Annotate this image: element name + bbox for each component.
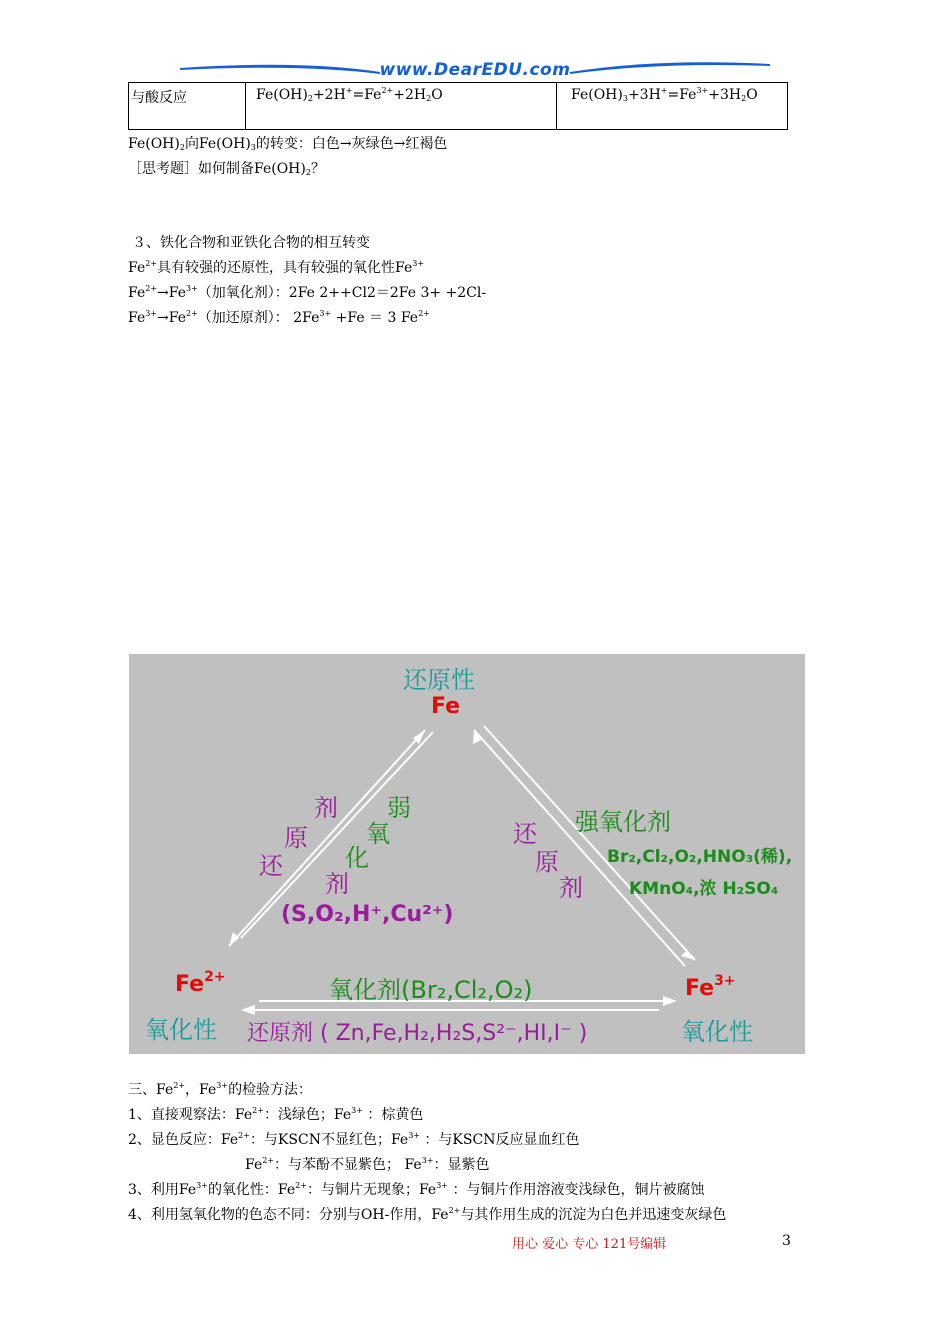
strong-oxidant-list-1: Br₂,Cl₂,O₂,HNO₃(稀),	[607, 847, 793, 867]
table-row	[129, 83, 788, 130]
fe2-node: $Fe^{2+}$	[175, 969, 226, 997]
left-label-char1: 剂	[314, 794, 338, 822]
reduction-line: $Fe^{3+}\to Fe^{2+}$（加还原剂）： $2Fe^{3+} +Fe = 3$ $Fe^{2+}$	[128, 309, 430, 326]
method-2-phenol: $Fe^{2+}$：与苯酚不显紫色； $Fe^{3+}$：显紫色	[245, 1156, 490, 1173]
method-2: 2、显色反应：$Fe^{2+}$：与KSCN不显红色；$Fe^{3+}$ ：与KSCN反应显血红色	[128, 1131, 580, 1148]
method-1: 1、直接观察法：$Fe^{2+}$：浅绿色；$Fe^{3+}$ ：棕黄色	[128, 1106, 424, 1123]
think-question: ［思考题］如何制备$Fe(OH)_2$？	[128, 161, 325, 177]
method-3: 3、利用$Fe^{3+}$的氧化性：$Fe^{2+}$：与铜片无现象；$Fe^{3+}$ ：与铜片作用溶液变浅绿色，铜片被腐蚀	[128, 1181, 705, 1198]
left-oxidizing-label: 氧化性	[145, 1016, 217, 1044]
acid-reaction-table	[128, 82, 788, 130]
conversion-line: $Fe(OH)_2$向$Fe(OH)_3$的转变：白色→灰绿色→红褐色	[128, 136, 448, 152]
weak-char1: 弱	[387, 794, 411, 822]
right-label-char3: 剂	[559, 874, 583, 902]
left-label-char3: 还	[259, 852, 283, 880]
weak-char2: 氧	[366, 820, 390, 848]
fe3-node: $Fe^{3+}$	[685, 973, 736, 1001]
method-4: 4、利用氢氧化物的色态不同：分别与OH-作用，$Fe^{2+}$与其作用生成的沉淀为白色并迅速变灰绿色	[128, 1206, 727, 1223]
weak-char4: 剂	[325, 870, 349, 898]
fe-property-line: $Fe^{2+}$具有较强的还原性，具有较强的氧化性$Fe^{3+}$	[128, 259, 425, 276]
bottom-oxidant-label: 氧化剂(Br₂,Cl₂,O₂)	[329, 976, 533, 1004]
site-brand[interactable]: www.DearEDU.com	[379, 60, 571, 80]
iron-triangle-diagram	[129, 654, 805, 1054]
oxidation-line: $Fe^{2+}\to Fe^{3+}$（加氧化剂）：2Fe 2++Cl2＝2Fe 3+ +2Cl-	[128, 284, 487, 301]
strong-oxidant-label: 强氧化剂	[575, 808, 671, 836]
left-label-char2: 原	[284, 824, 308, 852]
right-label-char2: 原	[535, 848, 559, 876]
strong-oxidant-list-2: KMnO₄,浓 H₂SO₄	[629, 879, 779, 899]
weak-oxidant-list: (S,O₂,H⁺,Cu²⁺)	[281, 902, 454, 927]
bottom-reductant-label: 还原剂 ( Zn,Fe,H₂,H₂S,S²⁻,HI,I⁻ )	[247, 1021, 588, 1046]
page-number: 3	[782, 1233, 791, 1249]
weak-char3: 化	[345, 844, 369, 872]
right-oxidizing-label: 氧化性	[681, 1018, 753, 1046]
fe-oh3-acid-cell: $Fe(OH)_3+3H^+=Fe^{3+}+3H_2O$	[557, 83, 788, 130]
section-3-title: ３、铁化合物和亚铁化合物的相互转变	[132, 235, 370, 251]
row-label: 与酸反应	[129, 83, 246, 130]
test-methods-title: 三、$Fe^{2+}$，$Fe^{3+}$的检验方法：	[128, 1081, 313, 1098]
right-label-char1: 还	[513, 820, 537, 848]
footer-text: 用心 爱心 专心 121号编辑	[512, 1237, 667, 1252]
top-reducing-label: 还原性	[403, 666, 475, 694]
fe-node: Fe	[431, 694, 461, 719]
fe-oh2-acid-cell: $Fe(OH)_2+2H^+=Fe^{2+}+2H_2O$	[246, 83, 557, 130]
